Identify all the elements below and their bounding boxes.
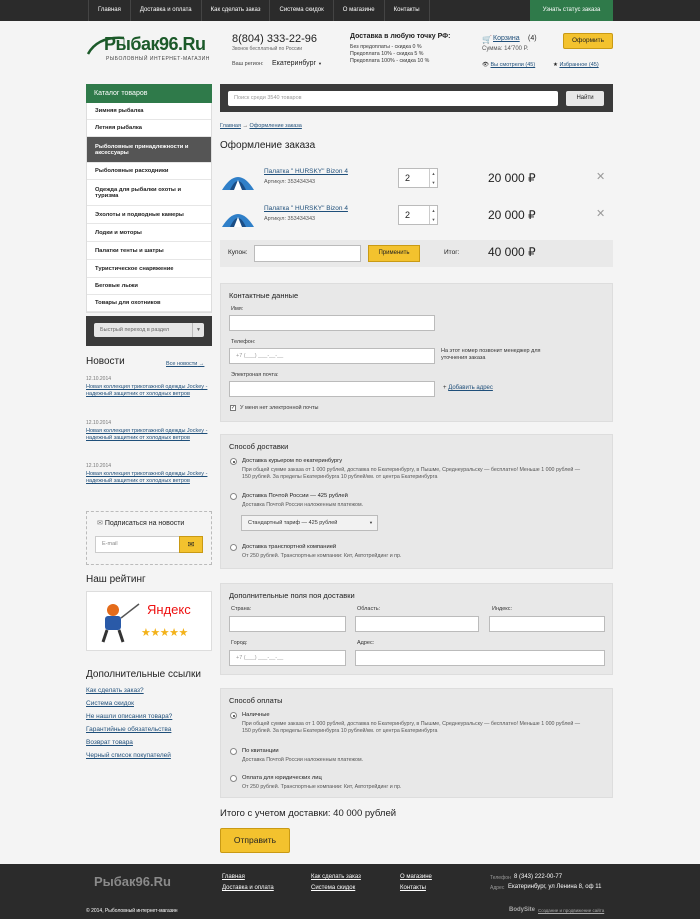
site-logo[interactable] <box>86 32 216 64</box>
address-label: Адрес: <box>357 640 375 646</box>
remove-item-icon[interactable]: ✕ <box>596 171 606 183</box>
country-label: Страна: <box>231 606 252 612</box>
checkout-button[interactable]: Оформить <box>563 33 613 49</box>
catalog-item[interactable]: Зимняя рыбалка <box>87 103 211 120</box>
footer-link[interactable]: Контакты <box>400 885 426 891</box>
coupon-label: Купон: <box>228 249 248 256</box>
delivery-line: Предоплата 10% - скидка 5 % <box>350 51 424 57</box>
page-title: Оформление заказа <box>220 140 316 151</box>
region-field-label: Область: <box>357 606 381 612</box>
quick-jump-select[interactable] <box>94 323 204 337</box>
quick-jump-label: Быстрый переход в раздел <box>100 327 170 333</box>
copyright: © 2014, Рыболовный интернет-магазин <box>86 908 178 914</box>
envelope-icon: ✉ <box>187 540 195 549</box>
total-label: Итог: <box>444 249 460 256</box>
order-status-button[interactable]: Узнать статус заказа <box>530 0 613 21</box>
shipping-radio[interactable] <box>230 458 237 465</box>
payment-option-desc: Доставка Почтой России наложенным платежом. <box>242 757 364 763</box>
shipping-title: Способ доставки <box>229 442 289 451</box>
name-label: Имя: <box>231 306 244 312</box>
search-button[interactable]: Найти <box>566 91 604 106</box>
spinner-arrows-icon[interactable]: ▲ ▼ <box>429 169 437 187</box>
coupon-bar <box>220 240 613 267</box>
no-email-checkbox[interactable]: ✓ <box>231 405 236 411</box>
news-link[interactable]: Новая коллекция трикотажной одежды Jockey - надежный защитник от холодных ветров <box>86 471 208 484</box>
cart-sum: Сумма: 14'700 Р. <box>482 46 529 52</box>
item-price: 20 000 ₽ <box>488 171 536 185</box>
shipping-option-desc: При общей сумме заказа от 1 000 рублей, доставка по Екатеринбургу, в Пышме, Среднеуральску — бесплатно! Меньше 1 000 рублей — 150 рублей. За пределы Екатеринбурга 10 рублей/км. от центра Екатеринбурга <box>242 467 581 480</box>
search-bar <box>220 84 613 112</box>
quick-jump-bar <box>86 316 212 346</box>
city-label: Город: <box>231 640 248 646</box>
topnav-delivery[interactable]: Доставка и оплата <box>131 0 202 21</box>
subscribe-box <box>86 511 212 565</box>
top-nav <box>88 0 430 21</box>
shipping-option-desc: От 250 рублей. Транспортные компании: Кит, Автотрейдинг и пр. <box>242 553 402 559</box>
eye-icon: 👁 <box>482 62 489 68</box>
remove-item-icon[interactable]: ✕ <box>596 208 606 220</box>
payment-radio[interactable] <box>230 712 237 719</box>
email-label: Электроная почта: <box>231 372 279 378</box>
news-date: 12.10.2014 <box>86 376 112 382</box>
shipping-option-desc: Доставка Почтой России наложенным платежом. <box>242 502 364 508</box>
footer-link[interactable]: Главная <box>222 874 245 880</box>
cart-item-row <box>220 166 613 200</box>
header-phone: 8(804) 333-22-96 <box>232 33 318 45</box>
extra-link[interactable]: Гарантийные обязательства <box>86 726 172 733</box>
region-selector[interactable] <box>272 60 322 67</box>
name-input[interactable] <box>229 315 435 331</box>
extra-link[interactable]: Система скидок <box>86 700 134 707</box>
catalog-menu <box>86 103 212 313</box>
delivery-line: Предоплата 100% - скидка 10 % <box>350 58 430 64</box>
add-address-link[interactable]: + Добавить адрес <box>443 385 493 391</box>
developer-brand[interactable]: BodySite <box>509 907 536 913</box>
favorites-label: Избранное (45) <box>559 62 599 68</box>
payment-option-title: Наличные <box>242 712 270 718</box>
extra-link[interactable]: Возврат товара <box>86 739 133 746</box>
quantity-stepper[interactable] <box>398 168 438 188</box>
shipping-option-title: Доставка курьером по екатеринбургу <box>242 458 343 464</box>
subscribe-button[interactable] <box>179 536 203 553</box>
cart-count: (4) <box>528 35 537 42</box>
catalog-item[interactable]: Беговые лыжи <box>87 278 211 295</box>
payment-option-desc: От 250 рублей. Транспортные компании: Кит, Автотрейдинг и пр. <box>242 784 402 790</box>
shipping-radio[interactable] <box>230 493 237 500</box>
catalog-item[interactable]: Рыболовные расходники <box>87 163 211 180</box>
topnav-about[interactable]: О магазине <box>334 0 385 21</box>
footer-link[interactable]: Система скидок <box>311 885 356 891</box>
region-label: Ваш регион: <box>232 61 264 67</box>
email-input[interactable] <box>229 381 435 397</box>
breadcrumb-separator: → <box>242 123 248 129</box>
index-input[interactable] <box>489 616 605 632</box>
breadcrumb-home[interactable]: Главная <box>220 123 241 129</box>
search-input[interactable]: Поиск среди 3540 товаров <box>228 91 558 106</box>
region-input[interactable] <box>355 616 479 632</box>
spinner-arrows-icon[interactable]: ▲ ▼ <box>429 206 437 224</box>
apply-coupon-button[interactable]: Применить <box>368 245 420 262</box>
shipping-total: Итого с учетом доставки: 40 000 рублей <box>220 808 397 819</box>
tent-product-image[interactable] <box>220 203 256 231</box>
payment-option-title: По квитанции <box>242 748 279 754</box>
phone-input[interactable]: +7 (___) ___-__-__ <box>229 348 435 364</box>
product-article: Артикул: 353434343 <box>264 216 316 222</box>
phone-note: Звонок бесплатный по России <box>232 46 303 52</box>
payment-radio[interactable] <box>230 748 237 755</box>
phone-label: Телефон: <box>231 339 256 345</box>
shipping-radio[interactable] <box>230 544 237 551</box>
extra-link[interactable]: Черный список покупателей <box>86 752 171 759</box>
news-link[interactable]: Новая коллекция трикотажной одежды Jockey - надежный защитник от холодных ветров <box>86 384 208 397</box>
extra-link[interactable]: Как сделать заказ? <box>86 687 144 694</box>
logo-text: Рыбак96.Ru <box>104 34 206 54</box>
subscribe-email-input[interactable]: E-mail <box>95 536 185 553</box>
yandex-rating-badge[interactable] <box>86 591 212 651</box>
viewed-link[interactable] <box>482 62 535 68</box>
footer-link[interactable]: Как сделать заказ <box>311 874 361 880</box>
favorites-link[interactable] <box>553 62 599 68</box>
topnav-home[interactable]: Главная <box>88 0 131 21</box>
catalog-title: Каталог товаров <box>86 84 212 103</box>
chevron-down-icon: ▼ <box>318 61 322 66</box>
catalog-item[interactable]: Одежда для рыбалки охоты и туризма <box>87 180 211 206</box>
chevron-down-icon: ▼ <box>192 323 204 337</box>
total-value: 40 000 ₽ <box>488 245 536 259</box>
mail-icon: ✉ <box>97 520 103 527</box>
cart-link[interactable]: Корзина <box>493 35 520 42</box>
catalog-item[interactable]: Летняя рыбалка <box>87 120 211 137</box>
cart-item-row <box>220 203 613 237</box>
delivery-line: Без предоплаты - скидка 0 % <box>350 44 422 50</box>
payment-radio[interactable] <box>230 775 237 782</box>
footer-link[interactable]: Доставка и оплата <box>222 885 274 891</box>
no-email-label: У меня нет электронной почты <box>240 405 319 411</box>
payment-option-title: Оплата для юридических лиц <box>242 775 322 781</box>
footer-phone-label: Телефон <box>490 875 511 881</box>
plus-icon: + <box>443 385 447 391</box>
topnav-how-to-order[interactable]: Как сделать заказ <box>202 0 271 21</box>
top-bar <box>0 0 700 21</box>
developer-link[interactable]: Создание и продвижение сайта <box>538 908 605 913</box>
product-name-link[interactable]: Палатка " HURSKY" Bizon 4 <box>264 168 348 175</box>
yandex-logo: Яндекс <box>147 602 191 617</box>
catalog-item-active[interactable]: Рыболовные принадлежности и аксессуары <box>87 137 211 163</box>
quantity-value: 2 <box>405 173 411 183</box>
footer-link[interactable]: О магазине <box>400 874 432 880</box>
news-title: Новости <box>86 356 125 367</box>
payment-option-desc: При общей сумме заказа от 1 000 рублей, доставка по Екатеринбургу, в Пышме, Среднеуральску — бесплатно! Меньше 1 000 рублей — 150 рублей. За пределы Екатеринбурга 10 рублей/км. от центра Екатеринбурга <box>242 721 581 734</box>
index-label: Индекс: <box>492 606 513 612</box>
product-name-link[interactable]: Палатка " HURSKY" Bizon 4 <box>264 205 348 212</box>
phone-note: На этот номер позвонит менеджер для уточнения заказа <box>441 348 541 361</box>
contact-title: Контактные данные <box>229 291 299 300</box>
coupon-input[interactable] <box>254 245 361 262</box>
extra-link[interactable]: Не нашли описания товара? <box>86 713 173 720</box>
tent-product-image[interactable] <box>220 166 256 194</box>
catalog-item[interactable]: Лодки и моторы <box>87 224 211 242</box>
logo-subtitle: РЫБОЛОВНЫЙ ИНТЕРНЕТ-МАГАЗИН <box>106 56 210 62</box>
quantity-stepper[interactable] <box>398 205 438 225</box>
breadcrumb <box>220 123 302 129</box>
subscribe-title: ✉ Подписаться на новости <box>97 520 185 527</box>
country-input[interactable] <box>229 616 346 632</box>
star-icon: ★ <box>553 62 558 68</box>
news-date: 12.10.2014 <box>86 463 112 469</box>
catalog-item[interactable]: Эхолоты и подводные камеры <box>87 206 211 224</box>
extra-fields-title: Дополнительные поля поя доставки <box>229 591 355 600</box>
payment-title: Способ оплаты <box>229 696 283 705</box>
chevron-down-icon: ▼ <box>369 520 373 525</box>
news-date: 12.10.2014 <box>86 420 112 426</box>
quantity-value: 2 <box>405 210 411 220</box>
catalog-item[interactable]: Палатки тенты и шатры <box>87 242 211 260</box>
address-input[interactable] <box>355 650 605 666</box>
fisherman-icon <box>93 598 143 648</box>
shipping-option-title: Доставка транспортной компанией <box>242 544 337 550</box>
delivery-title: Доставка в любую точку РФ: <box>350 33 451 40</box>
breadcrumb-current[interactable]: Оформление заказа <box>249 123 302 129</box>
all-news-link[interactable]: Все новости → <box>166 361 205 367</box>
catalog-item[interactable]: Товары для охотников <box>87 295 211 312</box>
shipping-option-title: Доставка Почтой России — 425 рублей <box>242 493 348 499</box>
cart-icon[interactable]: 🛒 <box>482 35 492 44</box>
topnav-contacts[interactable]: Контакты <box>385 0 430 21</box>
product-article: Артикул: 353434343 <box>264 179 316 185</box>
region-value: Екатеринбург <box>272 60 317 67</box>
contact-panel <box>220 283 613 422</box>
rating-title: Наш рейтинг <box>86 574 146 585</box>
footer-address-label: Адрес <box>490 885 505 891</box>
item-price: 20 000 ₽ <box>488 208 536 222</box>
footer-address: Екатеринбург, ул Ленина 8, оф 11 <box>508 884 602 890</box>
shipping-panel <box>220 434 613 569</box>
city-input[interactable]: +7 (___) ___-__-__ <box>229 650 346 666</box>
extra-links-title: Дополнительные ссылки <box>86 669 201 680</box>
topnav-discounts[interactable]: Система скидок <box>270 0 333 21</box>
news-link[interactable]: Новая коллекция трикотажной одежды Jockey - надежный защитник от холодных ветров <box>86 428 208 441</box>
payment-panel <box>220 688 613 798</box>
footer-logo[interactable]: Рыбак96.Ru <box>94 874 171 889</box>
submit-order-button[interactable]: Отправить <box>220 828 290 853</box>
catalog-item[interactable]: Туристическое снаряжение <box>87 260 211 278</box>
rating-stars: ★★★★★ <box>141 627 188 639</box>
extra-fields-panel <box>220 583 613 675</box>
tariff-select[interactable]: Стандартный тариф — 425 рублей ▼ <box>241 515 378 531</box>
viewed-label: Вы смотрели (45) <box>490 62 536 68</box>
footer-phone: 8 (343) 222-00-77 <box>514 874 563 880</box>
